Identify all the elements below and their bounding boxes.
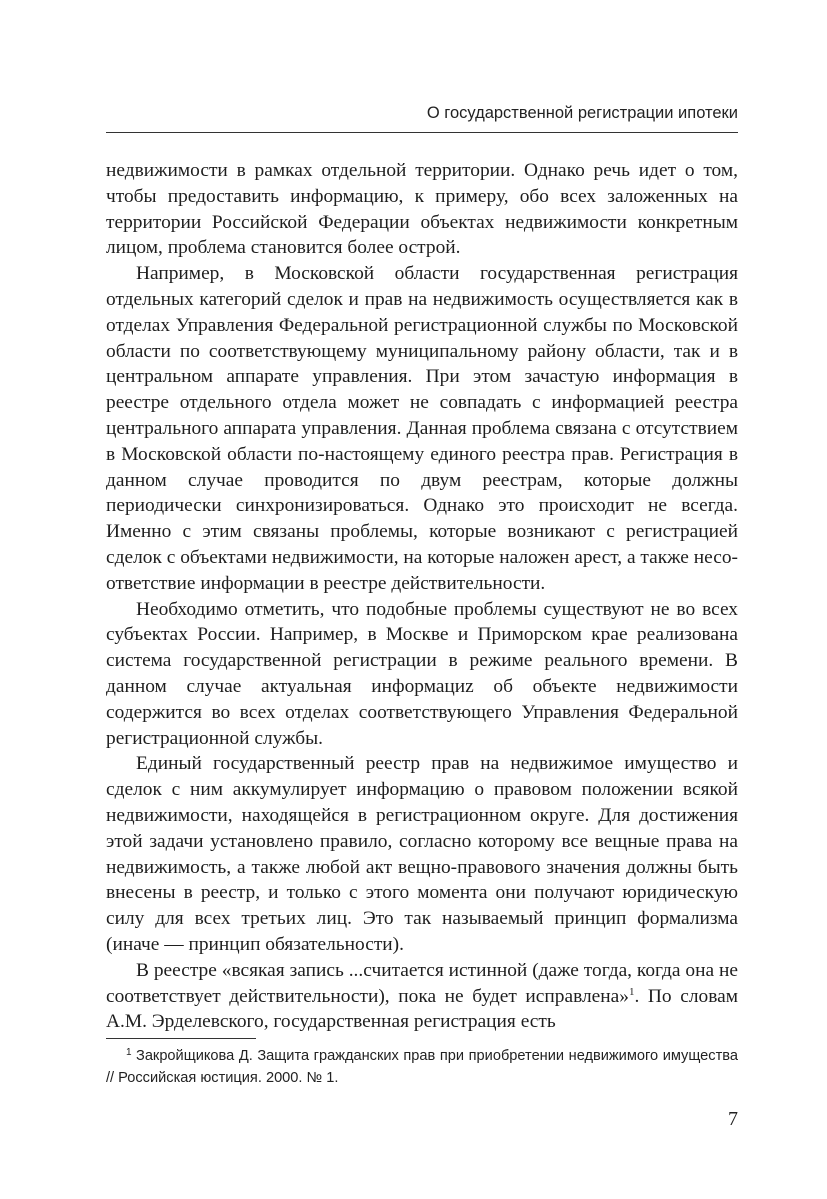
- main-text: [106, 158, 738, 1035]
- running-title: О государственной регистрации ипотеки: [426, 104, 738, 122]
- paragraph-continued: недвижимости в рамках отдельной территории. Однако речь идет о том, чтобы предоставить информацию, к примеру, обо всех заложенных на территории Российской Федерации объектах недвижимости конкретным лицом, проблема становится более острой.: [106, 160, 738, 259]
- header-rule: [106, 132, 738, 133]
- footnote-rule: [106, 1038, 256, 1039]
- paragraph-text-continued: По словам А.М. Эрделевского, государственная регистрация есть: [106, 985, 738, 1033]
- footnote: 1 Закройщикова Д. Защита гражданских прав при приобретении недвижимого имущества // Российская юстиция. 2000. № 1.: [106, 1047, 738, 1086]
- paragraph: Единый государственный реестр прав на недвижимое имущество и сделок с ним аккумулирует информацию о правовом положении всякой недвижимости, находящейся в регистрационном округе. Для достижения этой задачи установлено правило, согласно которому все вещные права на недвижимость, а также любой акт вещно-правового значения должны быть внесены в реестр, и только с этого момента они получают юридическую силу для всех третьих лиц. Это так называемый принцип формализма (иначе — принцип обязательности).: [106, 753, 738, 955]
- paragraph-with-footnote: В реестре «всякая запись ...считается истинной (даже тогда, когда она не соответствует действительности), пока не будет исправлена»$^1$. По словам А.М. Эрделевского, государственная регистрация есть: [106, 959, 738, 1033]
- footnote-text: Закройщикова Д. Защита гражданских прав при приобретении недвижимого имущества // Российская юстиция. 2000. № 1.: [106, 1048, 738, 1086]
- footnote-reference[interactable]: 1: [628, 985, 635, 998]
- paragraph: Необходимо отметить, что подобные проблемы существуют не во всех субъектах России. Например, в Москве и Приморском крае реализована система государственной регистрации в режиме реального времени. В данном случае актуальная информациz об объекте недвижимости содержится во всех отделах соответствующего Управления Федеральной регистрационной службы.: [106, 598, 738, 749]
- paragraph: Например, в Московской области государственная регистрация отдельных категорий сделок и прав на недвижимость осуществляется как в отделах Управления Федеральной регистрационной службы по Московской области по соответствующему муниципальному району области, так и в центральном аппарате управления. При этом зачастую информация в реестре отдельного отдела может не совпадать с информацией реестра центрального аппарата управления. Данная проблема связана с отсутствием в Московской области по-настоящему единого реестра прав. Регистрация в данном случае проводится по двум реестрам, которые должны периодически синхронизироваться. Однако это происходит не всегда. Именно с этим связаны проблемы, которые возникают с регистрацией сделок с объектами недвижимости, на которые наложен арест, а также несоответствие информации в реестре действительности.: [106, 263, 738, 594]
- page-number: 7: [728, 1108, 738, 1130]
- paragraph-text: В реестре «всякая запись ...считается истинной (даже тогда, когда она не соответствует действительности), пока не будет исправлена»: [106, 959, 738, 1007]
